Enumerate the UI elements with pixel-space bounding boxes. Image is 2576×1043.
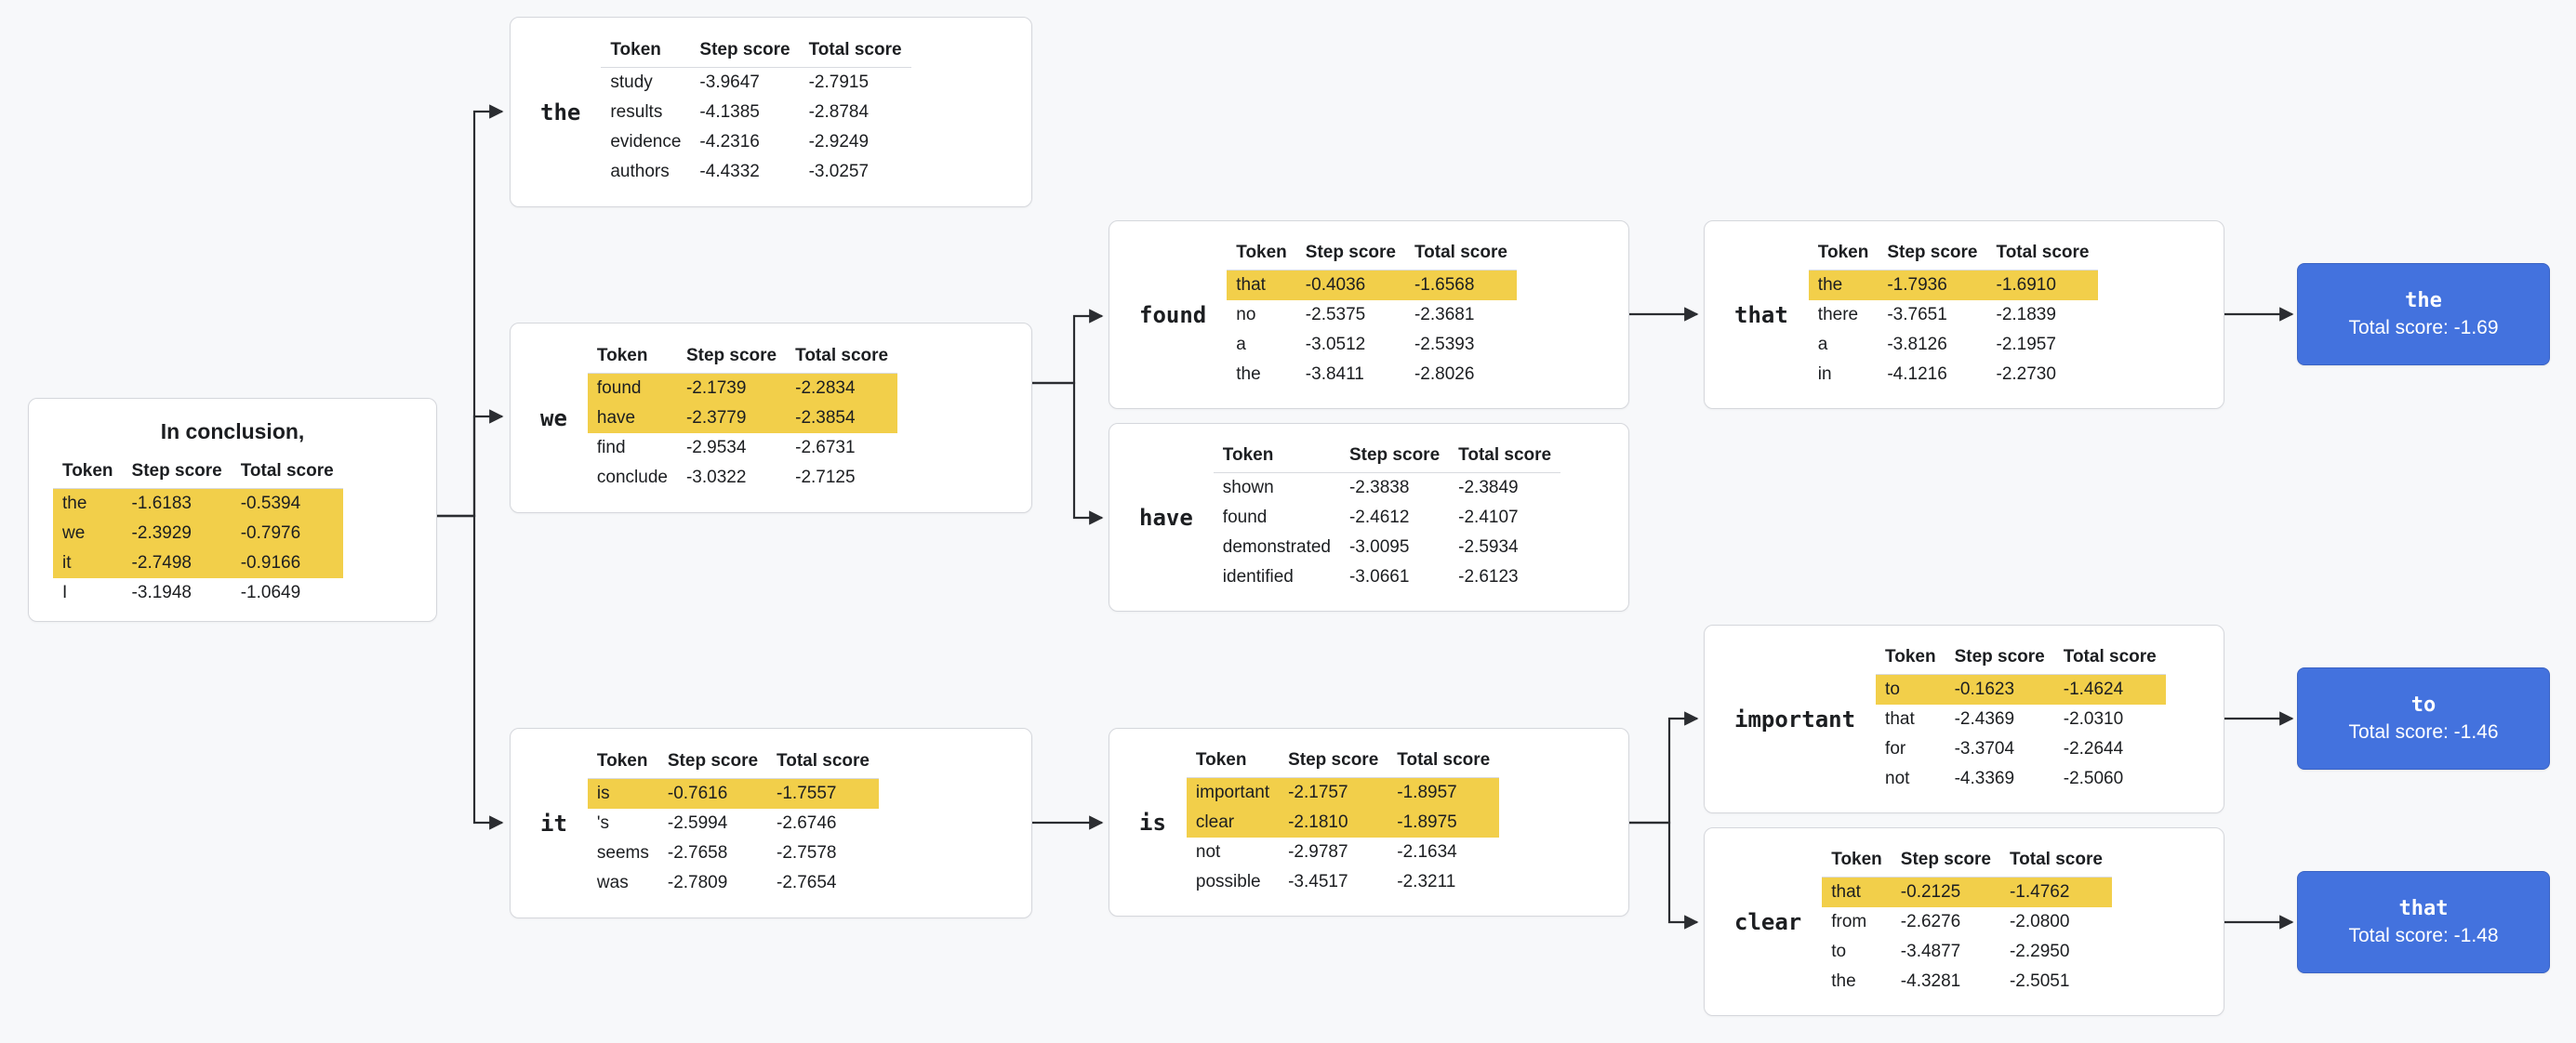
- cell-token: the: [1831, 970, 1856, 991]
- node-we[interactable]: [510, 323, 1032, 513]
- table-row[interactable]: [1227, 360, 1517, 389]
- cell-token: evidence: [610, 131, 682, 152]
- table-row[interactable]: [601, 157, 910, 187]
- table-row[interactable]: [588, 433, 897, 463]
- cell-step: -0.2125: [1892, 877, 2000, 907]
- col-step-score: Step score: [658, 749, 767, 779]
- cell-token: shown: [1222, 477, 1274, 497]
- cell-step: -2.4369: [1954, 708, 2015, 729]
- terminal-node-to[interactable]: [2297, 667, 2550, 770]
- cell-step: -2.1810: [1279, 808, 1388, 838]
- cell-token: clear: [1187, 808, 1279, 838]
- cell-step: -2.7809: [667, 872, 728, 892]
- cell-total: -2.3681: [1414, 304, 1475, 324]
- cell-token: we: [53, 519, 123, 548]
- cell-total: -2.3211: [1397, 871, 1456, 891]
- col-total-score: Total score: [2054, 645, 2166, 675]
- col-step-score: Step score: [677, 344, 786, 374]
- cell-token: I: [62, 583, 68, 602]
- cell-total: -0.7976: [232, 519, 343, 548]
- table-row[interactable]: [1822, 907, 2112, 937]
- table-row[interactable]: [1214, 562, 1560, 592]
- cell-step: -3.3704: [1954, 738, 2015, 759]
- col-step-score: Step score: [1279, 748, 1388, 778]
- col-token: Token: [588, 344, 677, 374]
- col-token: Token: [1187, 748, 1279, 778]
- cell-token: the: [1236, 363, 1261, 384]
- cell-step: -2.1757: [1279, 777, 1388, 808]
- cell-step: -1.6183: [123, 489, 232, 520]
- cell-token: in: [1817, 363, 1832, 384]
- table-row[interactable]: [53, 578, 343, 608]
- terminal-token: to: [2410, 693, 2437, 717]
- cell-step: -3.7651: [1887, 304, 1947, 324]
- col-total-score: Total score: [800, 38, 911, 68]
- cell-token: to: [1876, 674, 1945, 705]
- cell-token: have: [588, 403, 677, 433]
- cell-total: -1.6910: [1987, 270, 2099, 300]
- table-row[interactable]: [601, 98, 910, 127]
- table-header-row: [1876, 645, 2166, 675]
- cell-total: -2.5934: [1458, 536, 1519, 557]
- col-total-score: Total score: [1987, 241, 2099, 271]
- table-row[interactable]: [1876, 674, 2166, 705]
- cell-total: -2.6731: [795, 437, 856, 457]
- token-table-that: [1809, 241, 2099, 389]
- cell-step: -2.5994: [667, 812, 728, 833]
- col-total-score: Total score: [2000, 848, 2112, 878]
- cell-token: the: [53, 489, 123, 520]
- cell-total: -2.2834: [786, 373, 897, 403]
- table-row[interactable]: [1187, 838, 1499, 867]
- cell-token: a: [1817, 334, 1828, 354]
- cell-token: the: [1809, 270, 1879, 300]
- table-header-row: [1227, 241, 1517, 271]
- cell-step: -2.9787: [1288, 841, 1348, 862]
- cell-token: found: [1222, 507, 1268, 527]
- node-label-have: have: [1139, 504, 1193, 531]
- cell-total: -2.3849: [1458, 477, 1519, 497]
- table-row[interactable]: [1876, 764, 2166, 794]
- cell-total: -2.1634: [1397, 841, 1457, 862]
- cell-total: -2.5060: [2063, 768, 2124, 788]
- table-row[interactable]: [1214, 503, 1560, 533]
- cell-token: was: [596, 872, 629, 892]
- cell-token: it: [53, 548, 123, 578]
- cell-total: -2.2644: [2063, 738, 2124, 759]
- cell-total: -1.0649: [240, 583, 301, 602]
- cell-step: -1.7936: [1878, 270, 1986, 300]
- node-label-it: it: [540, 810, 567, 837]
- col-token: Token: [1876, 645, 1945, 675]
- col-token: Token: [1227, 241, 1296, 271]
- cell-step: -4.1216: [1887, 363, 1947, 384]
- table-row[interactable]: [1809, 270, 2099, 300]
- token-table-we: [588, 344, 897, 493]
- cell-token: that: [1227, 270, 1296, 300]
- cell-token: that: [1822, 877, 1892, 907]
- cell-step: -3.0661: [1348, 566, 1410, 587]
- col-step-score: Step score: [123, 459, 232, 489]
- token-table-important: [1876, 645, 2166, 794]
- cell-step: -4.4332: [699, 161, 760, 181]
- node-have[interactable]: [1109, 423, 1629, 612]
- cell-total: -1.8975: [1388, 808, 1499, 838]
- cell-token: found: [588, 373, 677, 403]
- cell-token: seems: [596, 842, 649, 863]
- node-label-is: is: [1139, 809, 1166, 836]
- table-header-row: [588, 344, 897, 374]
- cell-token: not: [1195, 841, 1221, 862]
- col-total-score: Total score: [786, 344, 897, 374]
- table-header-row: [588, 749, 879, 779]
- table-row[interactable]: [1187, 808, 1499, 838]
- cell-token: that: [1885, 708, 1915, 729]
- cell-step: -3.4517: [1288, 871, 1348, 891]
- cell-total: -2.0800: [2009, 911, 2070, 931]
- cell-step: -3.0095: [1348, 536, 1410, 557]
- col-step-score: Step score: [1340, 443, 1449, 473]
- cell-total: -2.8026: [1414, 363, 1475, 384]
- cell-total: -2.1957: [1996, 334, 2056, 354]
- cell-token: 's: [596, 812, 610, 833]
- col-token: Token: [1822, 848, 1892, 878]
- cell-step: -4.1385: [699, 101, 760, 122]
- cell-step: -3.0512: [1305, 334, 1366, 354]
- table-row[interactable]: [1227, 300, 1517, 330]
- cell-step: -2.9534: [685, 437, 747, 457]
- node-label-that: that: [1734, 301, 1788, 328]
- cell-token: results: [610, 101, 663, 122]
- cell-total: -2.2730: [1996, 363, 2056, 384]
- cell-step: -0.7616: [658, 778, 767, 809]
- cell-total: -2.7578: [777, 842, 837, 863]
- terminal-node-that[interactable]: [2297, 871, 2550, 973]
- cell-total: -0.5394: [232, 489, 343, 520]
- cell-step: -3.9647: [699, 72, 760, 92]
- cell-total: -0.9166: [232, 548, 343, 578]
- table-row[interactable]: [53, 489, 343, 520]
- col-total-score: Total score: [232, 459, 343, 489]
- node-label-the: the: [540, 99, 581, 125]
- table-row[interactable]: [588, 868, 879, 898]
- cell-token: is: [588, 778, 658, 809]
- cell-token: find: [596, 437, 626, 457]
- token-table-is: [1187, 748, 1499, 897]
- token-table-found: [1227, 241, 1517, 389]
- table-row[interactable]: [588, 778, 879, 809]
- node-label-we: we: [540, 404, 567, 431]
- cell-step: -2.6276: [1900, 911, 1961, 931]
- table-row[interactable]: [1214, 472, 1560, 503]
- col-total-score: Total score: [767, 749, 879, 779]
- cell-total: -2.9249: [808, 131, 870, 152]
- cell-total: -2.2950: [2009, 941, 2070, 961]
- cell-total: -2.3854: [786, 403, 897, 433]
- col-step-score: Step score: [1878, 241, 1986, 271]
- cell-token: authors: [610, 161, 670, 181]
- node-clear[interactable]: [1704, 827, 2224, 1016]
- cell-total: -2.5393: [1414, 334, 1475, 354]
- cell-step: -0.1623: [1945, 674, 2054, 705]
- cell-token: no: [1236, 304, 1256, 324]
- cell-token: conclude: [596, 467, 668, 487]
- table-row[interactable]: [1876, 734, 2166, 764]
- cell-total: -2.0310: [2063, 708, 2124, 729]
- terminal-token: that: [2398, 896, 2449, 920]
- terminal-token: the: [2405, 288, 2442, 312]
- table-row[interactable]: [1214, 533, 1560, 562]
- table-row[interactable]: [1227, 330, 1517, 360]
- table-row[interactable]: [53, 548, 343, 578]
- cell-token: to: [1831, 941, 1847, 961]
- cell-step: -4.2316: [699, 131, 760, 152]
- cell-step: -2.7658: [667, 842, 728, 863]
- cell-total: -2.7915: [808, 72, 870, 92]
- cell-total: -2.7125: [795, 467, 856, 487]
- cell-total: -2.6123: [1458, 566, 1519, 587]
- node-is[interactable]: [1109, 728, 1629, 917]
- cell-step: -2.1739: [677, 373, 786, 403]
- table-row[interactable]: [1187, 777, 1499, 808]
- table-row[interactable]: [588, 403, 897, 433]
- table-row[interactable]: [1876, 705, 2166, 734]
- col-total-score: Total score: [1449, 443, 1560, 473]
- cell-step: -3.1948: [131, 583, 192, 602]
- root-node[interactable]: [28, 398, 437, 622]
- table-row[interactable]: [588, 838, 879, 868]
- table-row[interactable]: [1822, 967, 2112, 997]
- node-that[interactable]: [1704, 220, 2224, 409]
- table-header-row: [1187, 748, 1499, 778]
- table-row[interactable]: [1809, 330, 2099, 360]
- cell-total: -2.6746: [777, 812, 837, 833]
- terminal-score: Total score: -1.46: [2348, 720, 2499, 743]
- col-step-score: Step score: [1945, 645, 2054, 675]
- cell-total: -2.7654: [777, 872, 837, 892]
- cell-token: identified: [1222, 566, 1294, 587]
- cell-token: possible: [1195, 871, 1261, 891]
- cell-step: -2.7498: [123, 548, 232, 578]
- cell-total: -1.6568: [1405, 270, 1517, 300]
- token-table-have: [1214, 443, 1560, 592]
- cell-token: for: [1885, 738, 1906, 759]
- node-label-found: found: [1139, 301, 1207, 328]
- cell-token: not: [1885, 768, 1910, 788]
- cell-total: -2.1839: [1996, 304, 2056, 324]
- table-row[interactable]: [601, 67, 910, 98]
- cell-step: -2.4612: [1348, 507, 1410, 527]
- table-row[interactable]: [1227, 270, 1517, 300]
- col-token: Token: [1214, 443, 1340, 473]
- col-token: Token: [601, 38, 690, 68]
- cell-step: -2.3929: [123, 519, 232, 548]
- table-header-row: [1822, 848, 2112, 878]
- table-row[interactable]: [601, 127, 910, 157]
- col-step-score: Step score: [690, 38, 799, 68]
- table-header-row: [1214, 443, 1560, 473]
- cell-total: -1.8957: [1388, 777, 1499, 808]
- token-table-the: [601, 38, 910, 187]
- table-header-row: [1809, 241, 2099, 271]
- table-header-row: [53, 459, 343, 489]
- cell-total: -2.4107: [1458, 507, 1519, 527]
- cell-step: -0.4036: [1296, 270, 1405, 300]
- terminal-node-the[interactable]: [2297, 263, 2550, 365]
- terminal-score: Total score: -1.69: [2348, 316, 2499, 338]
- cell-total: -3.0257: [808, 161, 870, 181]
- cell-step: -4.3369: [1954, 768, 2015, 788]
- cell-token: a: [1236, 334, 1246, 354]
- cell-step: -2.3838: [1348, 477, 1410, 497]
- node-important[interactable]: [1704, 625, 2224, 813]
- cell-total: -1.4624: [2054, 674, 2166, 705]
- cell-token: demonstrated: [1222, 536, 1331, 557]
- terminal-score: Total score: -1.48: [2348, 924, 2499, 946]
- cell-token: important: [1187, 777, 1279, 808]
- table-row[interactable]: [53, 519, 343, 548]
- node-the[interactable]: [510, 17, 1032, 207]
- node-it[interactable]: [510, 728, 1032, 918]
- cell-total: -1.7557: [767, 778, 879, 809]
- col-step-score: Step score: [1296, 241, 1405, 271]
- cell-token: from: [1831, 911, 1867, 931]
- cell-step: -4.3281: [1900, 970, 1961, 991]
- col-token: Token: [53, 459, 123, 489]
- token-table-clear: [1822, 848, 2112, 997]
- cell-total: -2.5051: [2009, 970, 2070, 991]
- cell-total: -2.8784: [808, 101, 870, 122]
- table-row[interactable]: [588, 809, 879, 838]
- col-total-score: Total score: [1405, 241, 1517, 271]
- root-title: In conclusion,: [160, 419, 305, 443]
- table-row[interactable]: [588, 463, 897, 493]
- node-label-important: important: [1734, 706, 1856, 733]
- cell-step: -2.5375: [1305, 304, 1366, 324]
- cell-token: there: [1817, 304, 1859, 324]
- table-row[interactable]: [1809, 300, 2099, 330]
- table-header-row: [601, 38, 910, 68]
- node-found[interactable]: [1109, 220, 1629, 409]
- cell-step: -3.0322: [685, 467, 747, 487]
- table-row[interactable]: [1809, 360, 2099, 389]
- col-token: Token: [588, 749, 658, 779]
- table-row[interactable]: [1822, 877, 2112, 907]
- root-token-table: [53, 459, 343, 608]
- cell-token: study: [610, 72, 653, 92]
- cell-step: -3.8411: [1305, 363, 1364, 384]
- table-row[interactable]: [588, 373, 897, 403]
- token-table-it: [588, 749, 879, 898]
- table-row[interactable]: [1187, 867, 1499, 897]
- table-row[interactable]: [1822, 937, 2112, 967]
- cell-step: -3.4877: [1900, 941, 1961, 961]
- node-label-clear: clear: [1734, 908, 1802, 935]
- cell-step: -2.3779: [677, 403, 786, 433]
- col-token: Token: [1809, 241, 1879, 271]
- col-step-score: Step score: [1892, 848, 2000, 878]
- cell-step: -3.8126: [1887, 334, 1947, 354]
- cell-total: -1.4762: [2000, 877, 2112, 907]
- col-total-score: Total score: [1388, 748, 1499, 778]
